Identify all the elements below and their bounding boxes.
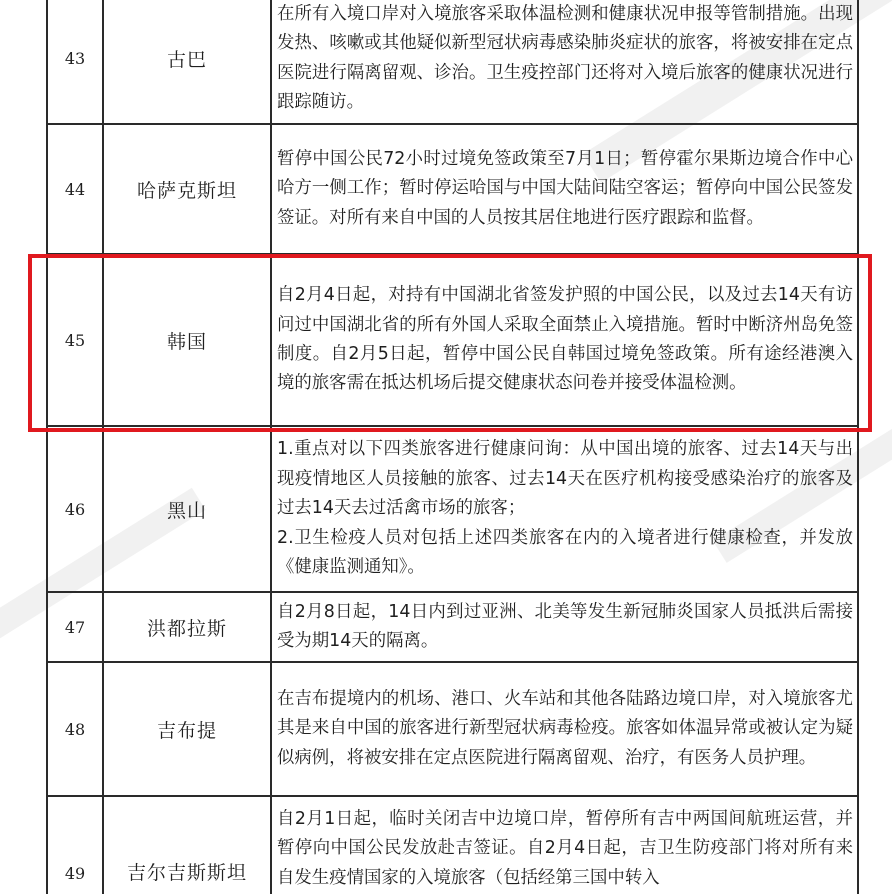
measure-paragraph: 1.重点对以下四类旅客进行健康问询：从中国出境的旅客、过去14天与出现疫情地区人员接触的旅客、过去14天在医疗机构接受感染治疗的旅客及过去14天去过活禽市场的旅客； bbox=[277, 439, 853, 519]
country-name: 吉尔吉斯斯坦 bbox=[104, 797, 272, 894]
country-name: 韩国 bbox=[104, 255, 272, 425]
row-number: 46 bbox=[48, 427, 104, 591]
row-number: 45 bbox=[48, 255, 104, 425]
measure-text bbox=[272, 797, 857, 894]
country-name: 哈萨克斯坦 bbox=[104, 125, 272, 253]
table-row bbox=[46, 663, 859, 797]
country-name: 吉布提 bbox=[104, 663, 272, 795]
measure-paragraph: 在所有入境口岸对入境旅客采取体温检测和健康状况申报等管制措施。出现发热、咳嗽或其他疑似新型冠状病毒感染肺炎症状的旅客，将被安排在定点医院进行隔离留观、诊治。卫生疫控部门还将对入境后旅客的健康状况进行跟踪随访。 bbox=[277, 3, 853, 112]
measure-paragraph: 在吉布提境内的机场、港口、火车站和其他各陆路边境口岸，对入境旅客尤其是来自中国的旅客进行新型冠状病毒检疫。旅客如体温异常或被认定为疑似病例，将被安排在定点医院进行隔离留观、治疗，有医务人员护理。 bbox=[277, 688, 853, 768]
measure-text bbox=[272, 593, 857, 661]
measure-text bbox=[272, 663, 857, 795]
country-name: 黑山 bbox=[104, 427, 272, 591]
table-row bbox=[46, 593, 859, 663]
table-row bbox=[46, 0, 859, 125]
table-row bbox=[46, 797, 859, 894]
measure-paragraph: 2.卫生检疫人员对包括上述四类旅客在内的入境者进行健康检查，并发放《健康监测通知》。 bbox=[277, 527, 853, 578]
measure-paragraph: 暂停中国公民72小时过境免签政策至7月1日；暂停霍尔果斯边境合作中心哈方一侧工作；暂时停运哈国与中国大陆间陆空客运；暂停向中国公民签发签证。对所有来自中国的人员按其居住地进行医疗跟踪和监督。 bbox=[277, 148, 853, 228]
row-number: 44 bbox=[48, 125, 104, 253]
table-row bbox=[46, 427, 859, 593]
country-name: 古巴 bbox=[104, 0, 272, 123]
row-number: 48 bbox=[48, 663, 104, 795]
table-row bbox=[46, 125, 859, 255]
table-row bbox=[46, 255, 859, 427]
measure-text bbox=[272, 125, 857, 253]
measure-paragraph: 自2月8日起，14日内到过亚洲、北美等发生新冠肺炎国家人员抵洪后需接受为期14天的隔离。 bbox=[277, 601, 853, 651]
measure-text bbox=[272, 0, 857, 123]
row-number: 47 bbox=[48, 593, 104, 661]
measure-paragraph: 自2月1日起，临时关闭吉中边境口岸，暂停所有吉中两国间航班运营，并暂停向中国公民发放赴吉签证。自2月4日起，吉卫生防疫部门将对所有来自发生疫情国家的入境旅客（包括经第三国中转入 bbox=[277, 809, 853, 888]
measure-text bbox=[272, 255, 857, 425]
country-name: 洪都拉斯 bbox=[104, 593, 272, 661]
row-number: 43 bbox=[48, 0, 104, 123]
row-number: 49 bbox=[48, 797, 104, 894]
measure-paragraph: 自2月4日起，对持有中国湖北省签发护照的中国公民，以及过去14天有访问过中国湖北省的所有外国人采取全面禁止入境措施。暂时中断济州岛免签制度。自2月5日起，暂停中国公民自韩国过境免签政策。所有途经港澳入境的旅客需在抵达机场后提交健康状态问卷并接受体温检测。 bbox=[277, 285, 853, 394]
measure-text bbox=[272, 427, 857, 591]
